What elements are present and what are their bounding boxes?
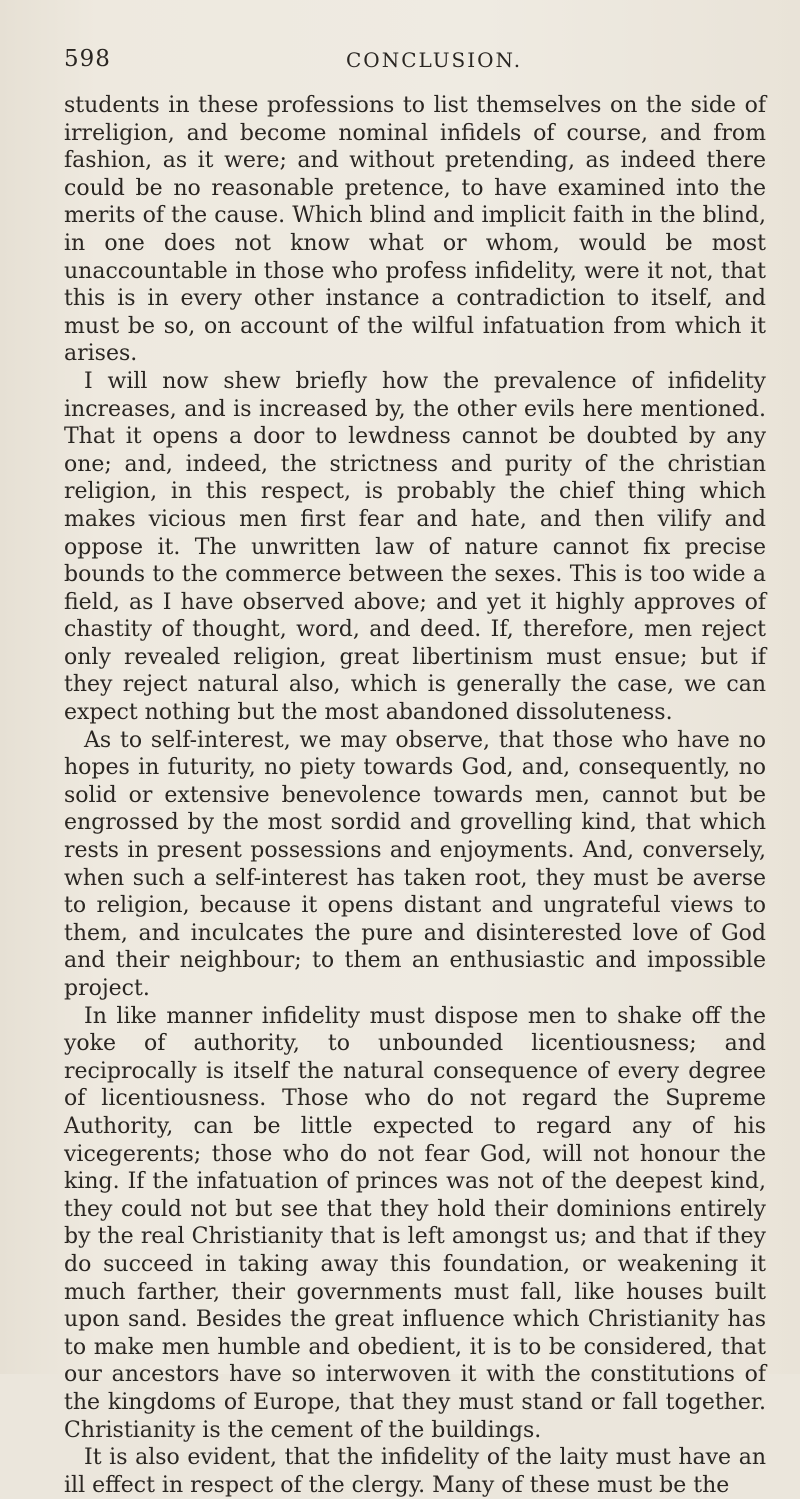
paragraph: It is also evident, that the infidelity of the laity must have an ill effect in respect of the clergy. Many of these must be the xyxy=(64,1445,766,1498)
running-head: CONCLUSION. xyxy=(346,48,523,72)
page-number: 598 xyxy=(64,46,111,72)
paragraph: I will now shew briefly how the prevalence of infidelity increases, and is increased by, the other evils here mentioned. That it opens a door to lewdness cannot be doubted by any one; and, indeed, the strictness and purity of the christian religion, in this respect, is probably the chief thing which makes vicious men first fear and hate, and then vilify and oppose it. The unwritten law of nature cannot fix precise bounds to the commerce between the sexes. This is too wide a field, as I have observed above; and yet it highly approves of chastity of thought, word, and deed. If, therefore, men reject only revealed religion, great libertinism must ensue; but if they reject natural also, which is generally the case, we can expect nothing but the most abandoned dissoluteness. xyxy=(64,368,766,726)
paragraph: As to self-interest, we may observe, that those who have no hopes in futurity, no piety towards God, and, consequently, no solid or extensive benevolence towards men, cannot but be engrossed by the most sordid and grovelling kind, that which rests in present possessions and enjoyments. And, conversely, when such a self-interest has taken root, they must be averse to religion, because it opens distant and ungrateful views to them, and inculcates the pure and disinterested love of God and their neighbour; to them an enthusiastic and impossible project. xyxy=(64,727,766,1001)
paragraph: students in these professions to list themselves on the side of irreligion, and become nominal infidels of course, and from fashion, as it were; and without pretending, as indeed there could be no reasonable pretence, to have examined into the merits of the cause. Which blind and implicit faith in the blind, in one does not know what or whom, would be most unaccountable in those who profess infidelity, were it not, that this is in every other instance a contradiction to itself, and must be so, on account of the wilful infatuation from which it arises. xyxy=(64,93,766,367)
page-header xyxy=(64,46,766,86)
body-text xyxy=(64,92,766,1499)
paragraph: In like manner infidelity must dispose men to shake off the yoke of authority, to unbounded licentiousness; and reciprocally is itself the natural consequence of every degree of licentiousness. Those who do not regard the Supreme Authority, can be little expected to regard any of his vicegerents; those who do not fear God, will not honour the king. If the infatuation of princes was not of the deepest kind, they could not but see that they hold their dominions entirely by the real Christianity that is left amongst us; and that if they do succeed in taking away this foundation, or weakening it much farther, their governments must fall, like houses built upon sand. Besides the great influence which Christianity has to make men humble and obedient, it is to be considered, that our ancestors have so interwoven it with the constitutions of the kingdoms of Europe, that they must stand or fall together. Christianity is the cement of the buildings. xyxy=(64,1003,766,1443)
